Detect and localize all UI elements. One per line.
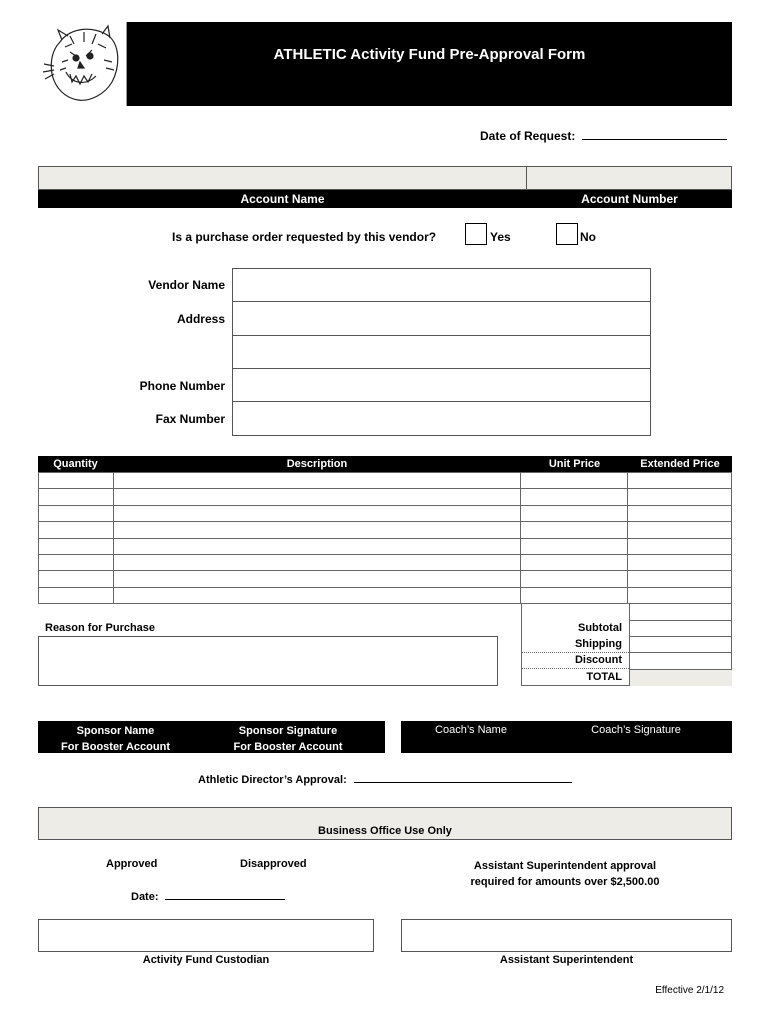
description-cell[interactable] xyxy=(113,522,520,538)
business-date-label: Date: xyxy=(131,891,159,903)
description-cell[interactable] xyxy=(113,489,520,505)
account-name-label: Account Name xyxy=(240,192,325,206)
phone-number-label: Phone Number xyxy=(139,379,225,393)
table-row xyxy=(39,538,732,554)
vendor-name-label: Vendor Name xyxy=(148,278,225,292)
table-row xyxy=(39,522,732,538)
account-name-field[interactable] xyxy=(38,166,527,190)
description-header: Description xyxy=(286,458,348,470)
quantity-cell[interactable] xyxy=(39,571,114,587)
asst-super-label: Assistant Superintendent xyxy=(499,954,634,966)
unit-price-cell[interactable] xyxy=(521,473,628,489)
quantity-cell[interactable] xyxy=(39,489,114,505)
account-number-field[interactable] xyxy=(526,166,732,190)
quantity-cell[interactable] xyxy=(39,522,114,538)
shipping-label: Shipping xyxy=(574,638,622,650)
address-field-2[interactable] xyxy=(232,335,651,369)
purchase-order-question: Is a purchase order requested by this vendor? xyxy=(172,230,437,244)
po-yes-checkbox[interactable] xyxy=(465,223,487,245)
discount-label: Discount xyxy=(574,654,622,666)
discount-field[interactable] xyxy=(629,652,732,668)
total-field[interactable] xyxy=(629,669,732,686)
sponsor-signature-label: Sponsor Signature For Booster Account xyxy=(233,725,343,753)
custodian-signature-field[interactable] xyxy=(38,919,374,952)
unit-price-cell[interactable] xyxy=(521,538,628,554)
reason-field[interactable] xyxy=(38,636,498,686)
sponsor-bar xyxy=(38,721,385,753)
description-cell[interactable] xyxy=(113,473,520,489)
unit-price-cell[interactable] xyxy=(521,505,628,521)
coach-name-label: Coach’s Name xyxy=(435,724,507,736)
address-field-1[interactable] xyxy=(232,301,651,336)
table-row xyxy=(39,554,732,570)
extended-price-cell[interactable] xyxy=(628,587,732,603)
tiger-logo xyxy=(40,22,122,106)
address-label: Address xyxy=(176,312,225,326)
coach-signature-label: Coach’s Signature xyxy=(591,724,681,736)
subtotal-label: Subtotal xyxy=(578,622,622,634)
athletic-director-approval xyxy=(198,772,572,786)
description-cell[interactable] xyxy=(113,538,520,554)
table-row xyxy=(39,489,732,505)
extended-price-cell[interactable] xyxy=(628,571,732,587)
page-title: ATHLETIC Activity Fund Pre-Approval Form xyxy=(273,46,586,63)
table-row xyxy=(39,505,732,521)
extended-price-header: Extended Price xyxy=(640,458,720,470)
quantity-cell[interactable] xyxy=(39,505,114,521)
extended-price-cell[interactable] xyxy=(628,538,732,554)
account-header-bar xyxy=(38,190,732,208)
athletic-director-label: Athletic Director’s Approval: xyxy=(198,774,347,786)
total-label: TOTAL xyxy=(586,671,622,683)
disapproved-label: Disapproved xyxy=(240,858,307,870)
unit-price-cell[interactable] xyxy=(521,587,628,603)
unit-price-cell[interactable] xyxy=(521,554,628,570)
phone-number-field[interactable] xyxy=(232,368,651,402)
extended-price-cell[interactable] xyxy=(628,505,732,521)
coach-bar xyxy=(401,721,732,753)
po-no-checkbox[interactable] xyxy=(556,223,578,245)
fax-number-field[interactable] xyxy=(232,401,651,436)
extended-price-cell[interactable] xyxy=(628,489,732,505)
extended-price-cell[interactable] xyxy=(628,473,732,489)
extended-price-cell[interactable] xyxy=(628,522,732,538)
tiger-head-icon xyxy=(40,22,122,106)
quantity-cell[interactable] xyxy=(39,587,114,603)
description-cell[interactable] xyxy=(113,571,520,587)
table-row xyxy=(39,571,732,587)
description-cell[interactable] xyxy=(113,505,520,521)
items-header-bar xyxy=(38,456,732,472)
date-of-request xyxy=(480,128,727,143)
unit-price-cell[interactable] xyxy=(521,489,628,505)
shipping-field[interactable] xyxy=(629,636,732,652)
quantity-cell[interactable] xyxy=(39,554,114,570)
items-table xyxy=(38,472,732,604)
unit-price-cell[interactable] xyxy=(521,571,628,587)
description-cell[interactable] xyxy=(113,587,520,603)
reason-label: Reason for Purchase xyxy=(45,622,156,634)
business-office-box xyxy=(38,807,732,840)
unit-price-header: Unit Price xyxy=(548,458,601,470)
business-office-label: Business Office Use Only xyxy=(318,825,452,837)
unit-price-cell[interactable] xyxy=(521,522,628,538)
vendor-name-field[interactable] xyxy=(232,268,651,302)
quantity-header: Quantity xyxy=(53,458,98,470)
quantity-cell[interactable] xyxy=(39,473,114,489)
extended-price-cell[interactable] xyxy=(628,554,732,570)
approved-label: Approved xyxy=(106,858,158,870)
po-no-label: No xyxy=(580,230,596,244)
effective-date: Effective 2/1/12 xyxy=(655,985,724,996)
fax-number-label: Fax Number xyxy=(155,412,225,426)
asst-super-signature-field[interactable] xyxy=(401,919,732,952)
description-cell[interactable] xyxy=(113,554,520,570)
title-bar xyxy=(127,22,732,106)
asst-super-note: Assistant Superintendent approval required for amounts over $2,500.00 xyxy=(470,860,660,888)
athletic-director-field[interactable] xyxy=(354,772,572,783)
custodian-label: Activity Fund Custodian xyxy=(142,954,270,966)
business-date xyxy=(131,889,285,903)
table-row xyxy=(39,587,732,603)
table-row xyxy=(39,473,732,489)
date-of-request-label: Date of Request: xyxy=(480,129,576,143)
quantity-cell[interactable] xyxy=(39,538,114,554)
account-number-label: Account Number xyxy=(581,192,678,206)
business-date-field[interactable] xyxy=(165,889,285,900)
subtotal-field[interactable] xyxy=(629,620,732,636)
po-yes-label: Yes xyxy=(490,230,511,244)
sponsor-name-label: Sponsor Name For Booster Account xyxy=(61,725,170,753)
date-of-request-field[interactable] xyxy=(582,128,727,140)
